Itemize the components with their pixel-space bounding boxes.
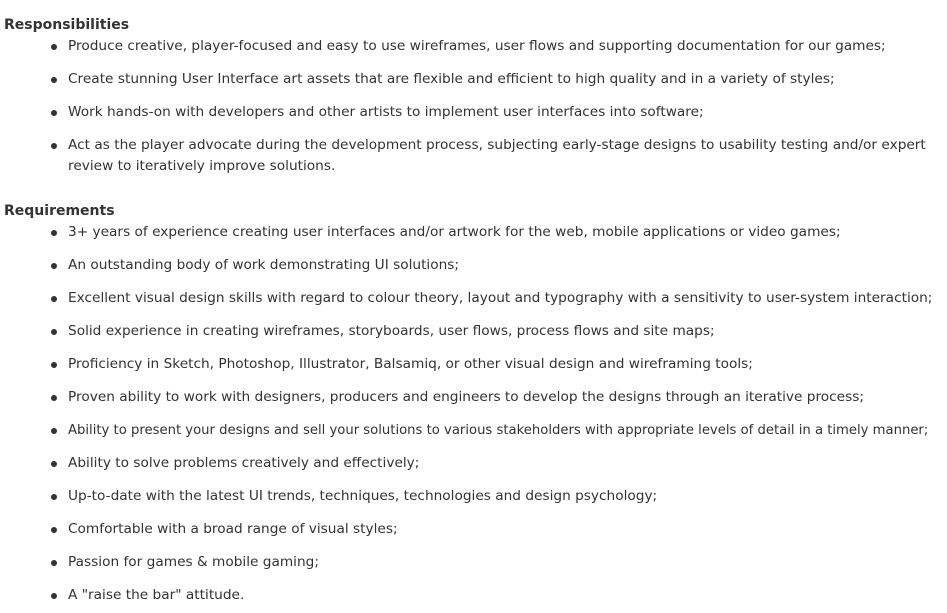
list-item: [68, 585, 942, 606]
list-item: [68, 486, 942, 507]
bullet-icon: [51, 428, 57, 434]
list-item: [68, 354, 942, 375]
list-item-text: Up-to-date with the latest UI trends, techniques, technologies and design psychology;: [68, 488, 658, 504]
list-item: [68, 519, 942, 540]
list-item-text: Proven ability to work with designers, producers and engineers to develop the designs through an iterative process;: [68, 389, 864, 405]
list-item-text: Work hands-on with developers and other artists to implement user interfaces into software;: [68, 104, 704, 120]
bullet-icon: [51, 263, 57, 269]
list-item-text: Excellent visual design skills with regard to colour theory, layout and typography with a sensitivity to user-system interaction;: [68, 290, 933, 306]
list-item-text: Produce creative, player-focused and easy to use wireframes, user flows and supporting documentation for our games;: [68, 38, 886, 54]
list-item-text: An outstanding body of work demonstrating UI solutions;: [68, 257, 460, 273]
list-item-text: Proficiency in Sketch, Photoshop, Illustrator, Balsamiq, or other visual design and wireframing tools;: [68, 356, 753, 372]
list-item: [68, 36, 942, 57]
list-item-text: Act as the player advocate during the development process, subjecting early-stage designs to usability testing and/or expert review to iteratively improve solutions.: [68, 137, 926, 174]
requirements-heading: Requirements: [4, 202, 115, 219]
list-item: [68, 102, 942, 123]
bullet-icon: [51, 593, 57, 599]
list-item: [68, 288, 942, 309]
bullet-icon: [51, 110, 57, 116]
responsibilities-heading: Responsibilities: [4, 16, 130, 33]
list-item-text: A "raise the bar" attitude.: [68, 587, 245, 603]
bullet-icon: [51, 296, 57, 302]
list-item-text: Ability to solve problems creatively and effectively;: [68, 455, 420, 471]
bullet-icon: [51, 527, 57, 533]
bullet-icon: [51, 560, 57, 566]
bullet-icon: [51, 362, 57, 368]
list-item: [68, 387, 942, 408]
bullet-icon: [51, 494, 57, 500]
bullet-icon: [51, 230, 57, 236]
list-item-text: Ability to present your designs and sell your solutions to various stakeholders with appropriate levels of detail in a timely manner;: [68, 423, 929, 438]
list-item: [68, 321, 942, 342]
list-item-text: 3+ years of experience creating user interfaces and/or artwork for the web, mobile applications or video games;: [68, 224, 841, 240]
bullet-icon: [51, 143, 57, 149]
list-item: [68, 420, 942, 441]
list-item-text: Solid experience in creating wireframes, storyboards, user flows, process flows and site maps;: [68, 323, 715, 339]
list-item: [68, 69, 942, 90]
bullet-icon: [51, 44, 57, 50]
list-item: [68, 453, 942, 474]
list-item: [68, 135, 942, 177]
bullet-icon: [51, 461, 57, 467]
list-item: [68, 552, 942, 573]
bullet-icon: [51, 77, 57, 83]
list-item-text: Passion for games & mobile gaming;: [68, 554, 319, 570]
bullet-icon: [51, 395, 57, 401]
list-item: [68, 222, 942, 243]
list-item-text: Create stunning User Interface art assets that are flexible and efficient to high quality and in a variety of styles;: [68, 71, 835, 87]
list-item: [68, 255, 942, 276]
bullet-icon: [51, 329, 57, 335]
list-item-text: Comfortable with a broad range of visual styles;: [68, 521, 398, 537]
